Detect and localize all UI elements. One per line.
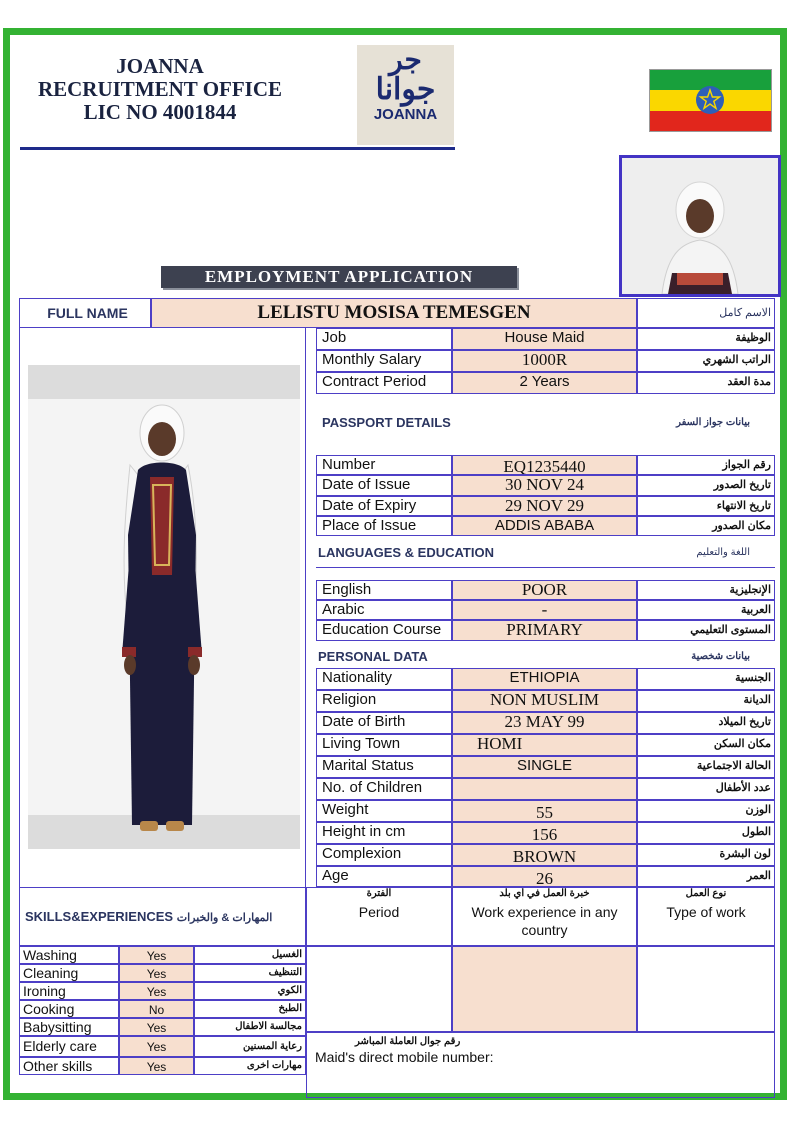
- ironing-value: Yes: [119, 982, 194, 1000]
- passport-number-label: Number: [316, 455, 452, 475]
- religion-label-ar: الديانة: [637, 690, 775, 712]
- application-form: [3, 28, 787, 1100]
- contract-period-label-ar: مدة العقد: [637, 372, 775, 394]
- education-course-value: PRIMARY: [452, 620, 637, 641]
- flag-emblem-icon: [696, 86, 724, 114]
- passport-details-heading: PASSPORT DETAILS: [322, 415, 451, 430]
- job-label: Job: [316, 328, 452, 350]
- place-of-issue-value: ADDIS ABABA: [452, 516, 637, 536]
- marital-status-value: SINGLE: [452, 756, 637, 778]
- elderly-care-label: Elderly care: [19, 1036, 119, 1057]
- education-course-label: Education Course: [316, 620, 452, 641]
- period-header-ar: الفترة: [366, 888, 392, 899]
- complexion-value: BROWN: [452, 844, 637, 866]
- portrait-photo: [619, 155, 781, 297]
- english-label: English: [316, 580, 452, 600]
- date-of-issue-value: 30 NOV 24: [452, 475, 637, 496]
- complexion-label-ar: لون البشرة: [637, 844, 775, 866]
- washing-label-ar: الغسيل: [194, 946, 306, 964]
- english-value: POOR: [452, 580, 637, 600]
- date-of-expiry-label: Date of Expiry: [316, 496, 452, 516]
- logo-arabic: جوانا: [375, 73, 436, 106]
- age-label-ar: العمر: [637, 866, 775, 887]
- other-skills-label: Other skills: [19, 1057, 119, 1075]
- type-of-work-cell: [637, 946, 775, 1032]
- height-label-ar: الطول: [637, 822, 775, 844]
- full-name-label: FULL NAME: [19, 298, 151, 328]
- living-town-label-ar: مكان السكن: [637, 734, 775, 756]
- period-cell: [306, 946, 452, 1032]
- mobile-label-ar: رقم جوال العاملة المباشر: [355, 1036, 461, 1047]
- washing-label: Washing: [19, 946, 119, 964]
- job-label-ar: الوظيفة: [637, 328, 775, 350]
- personal-data-heading: PERSONAL DATA: [318, 649, 428, 664]
- date-of-expiry-label-ar: تاريخ الانتهاء: [637, 496, 775, 516]
- arabic-value: -: [452, 600, 637, 620]
- languages-education-heading: LANGUAGES & EDUCATION: [318, 545, 494, 560]
- children-value: [452, 778, 637, 800]
- age-value: 26: [452, 866, 637, 887]
- period-header-en: Period: [358, 904, 400, 920]
- religion-label: Religion: [316, 690, 452, 712]
- cooking-label-ar: الطبخ: [194, 1000, 306, 1018]
- skills-heading: [19, 887, 306, 946]
- ethiopia-flag-icon: [649, 69, 772, 132]
- joanna-logo: [357, 45, 454, 145]
- full-name-value: LELISTU MOSISA TEMESGEN: [151, 298, 637, 328]
- type-of-work-header-ar: نوع العمل: [685, 888, 727, 899]
- date-of-birth-label-ar: تاريخ الميلاد: [637, 712, 775, 734]
- washing-value: Yes: [119, 946, 194, 964]
- skills-heading-ar: المهارات & والخبرات: [176, 912, 273, 924]
- cleaning-value: Yes: [119, 964, 194, 982]
- date-of-expiry-value: 29 NOV 29: [452, 496, 637, 516]
- living-town-value: HOMI: [452, 734, 637, 756]
- babysitting-value: Yes: [119, 1018, 194, 1036]
- date-of-issue-label: Date of Issue: [316, 475, 452, 496]
- contract-period-label: Contract Period: [316, 372, 452, 394]
- full-name-label-ar: الاسم كامل: [637, 298, 775, 328]
- date-of-issue-label-ar: تاريخ الصدور: [637, 475, 775, 496]
- arabic-label-ar: العربية: [637, 600, 775, 620]
- monthly-salary-label-ar: الراتب الشهري: [637, 350, 775, 372]
- cooking-value: No: [119, 1000, 194, 1018]
- complexion-label: Complexion: [316, 844, 452, 866]
- weight-label: Weight: [316, 800, 452, 822]
- office-line-3: LIC NO 4001844: [83, 100, 237, 124]
- babysitting-label: Babysitting: [19, 1018, 119, 1036]
- work-experience-cell: [452, 946, 637, 1032]
- period-header: [306, 887, 452, 946]
- type-of-work-header: [637, 887, 775, 946]
- passport-details-heading-ar: بيانات جواز السفر: [676, 417, 750, 428]
- education-course-label-ar: المستوى التعليمي: [637, 620, 775, 641]
- nationality-label: Nationality: [316, 668, 452, 690]
- work-experience-header: [452, 887, 637, 946]
- office-line-1: JOANNA: [116, 54, 204, 78]
- languages-education-heading-ar: اللغة والتعليم: [696, 547, 750, 558]
- marital-status-label-ar: الحالة الاجتماعية: [637, 756, 775, 778]
- living-town-label: Living Town: [316, 734, 452, 756]
- height-label: Height in cm: [316, 822, 452, 844]
- height-value: 156: [452, 822, 637, 844]
- skills-heading-en: SKILLS&EXPERIENCES: [25, 909, 174, 924]
- monthly-salary-value: 1000R: [452, 350, 637, 372]
- nationality-value: ETHIOPIA: [452, 668, 637, 690]
- religion-value: NON MUSLIM: [452, 690, 637, 712]
- photo-column-border: [19, 328, 306, 915]
- logo-english: JOANNA: [373, 106, 438, 123]
- other-skills-value: Yes: [119, 1057, 194, 1075]
- elderly-care-value: Yes: [119, 1036, 194, 1057]
- babysitting-label-ar: مجالسة الاطفال: [194, 1018, 306, 1036]
- cooking-label: Cooking: [19, 1000, 119, 1018]
- date-of-birth-label: Date of Birth: [316, 712, 452, 734]
- weight-value: 55: [452, 800, 637, 822]
- nationality-label-ar: الجنسية: [637, 668, 775, 690]
- english-label-ar: الإنجليزية: [637, 580, 775, 600]
- mobile-label: Maid's direct mobile number:: [315, 1049, 494, 1065]
- cleaning-label: Cleaning: [19, 964, 119, 982]
- logo-arabic-top: جر: [389, 44, 422, 75]
- date-of-birth-value: 23 MAY 99: [452, 712, 637, 734]
- arabic-label: Arabic: [316, 600, 452, 620]
- elderly-care-label-ar: رعاية المسنين: [194, 1036, 306, 1057]
- personal-data-heading-ar: بيانات شخصية: [691, 651, 750, 662]
- cleaning-label-ar: التنظيف: [194, 964, 306, 982]
- job-value: House Maid: [452, 328, 637, 350]
- header-underline: [20, 147, 455, 150]
- employment-application-title: EMPLOYMENT APPLICATION: [161, 266, 517, 288]
- type-of-work-header-en: Type of work: [666, 904, 746, 920]
- work-experience-header-en: Work experience in any country: [471, 904, 618, 938]
- children-label-ar: عدد الأطفال: [637, 778, 775, 800]
- weight-label-ar: الوزن: [637, 800, 775, 822]
- office-line-2: RECRUITMENT OFFICE: [37, 77, 283, 101]
- place-of-issue-label: Place of Issue: [316, 516, 452, 536]
- passport-number-label-ar: رقم الجواز: [637, 455, 775, 475]
- passport-number-value: EQ1235440: [452, 455, 637, 475]
- children-label: No. of Children: [316, 778, 452, 800]
- monthly-salary-label: Monthly Salary: [316, 350, 452, 372]
- office-name: [20, 55, 300, 124]
- ironing-label: Ironing: [19, 982, 119, 1000]
- mobile-number-box: [306, 1032, 775, 1098]
- age-label: Age: [316, 866, 452, 887]
- work-experience-header-ar: خبرة العمل في أي بلد: [499, 888, 590, 899]
- contract-period-value: 2 Years: [452, 372, 637, 394]
- ironing-label-ar: الكوي: [194, 982, 306, 1000]
- marital-status-label: Marital Status: [316, 756, 452, 778]
- place-of-issue-label-ar: مكان الصدور: [637, 516, 775, 536]
- other-skills-label-ar: مهارات اخرى: [194, 1057, 306, 1075]
